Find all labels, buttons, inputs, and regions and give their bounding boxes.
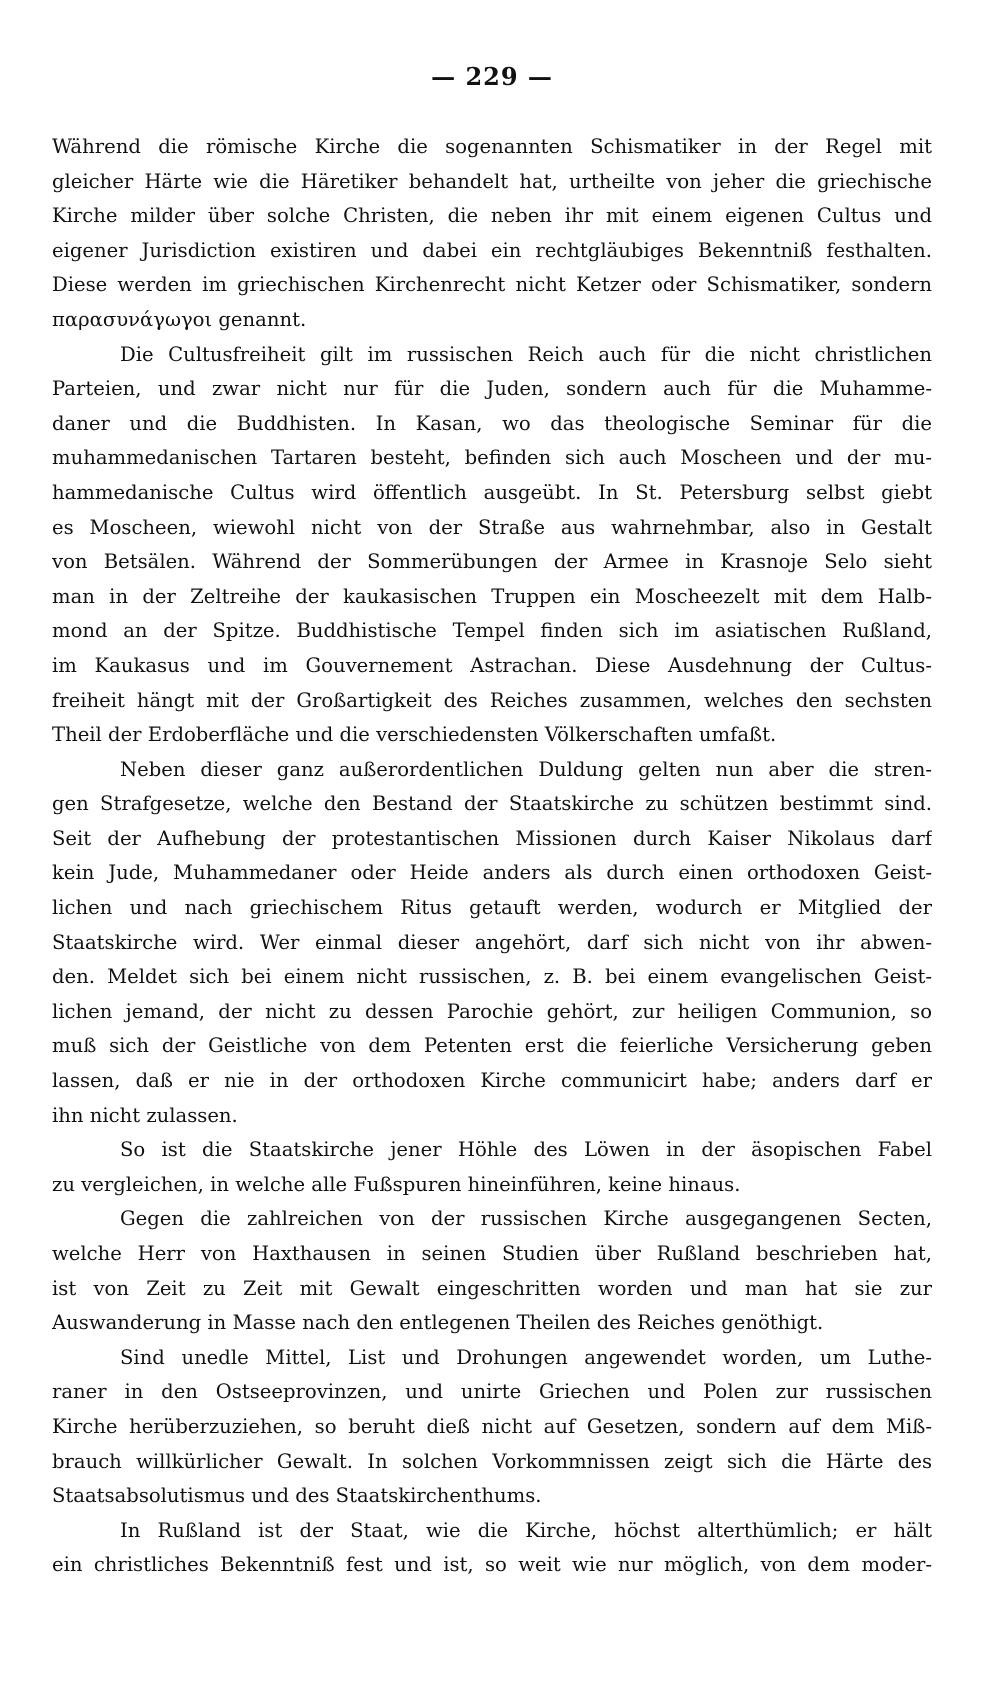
text-line: Während die römische Kirche die sogenannten Schismatiker in der Regel mit (52, 135, 932, 158)
paragraph (52, 1514, 932, 1583)
text-line: kein Jude, Muhammedaner oder Heide anders als durch einen orthodoxen Geist- (52, 861, 932, 885)
text-line: man in der Zeltreihe der kaukasischen Truppen ein Moscheezelt mit dem Halb- (52, 584, 932, 608)
text-line: Gegen die zahlreichen von der russischen Kirche ausgegangenen Secten, (120, 1207, 932, 1231)
text-line: παρασυνάγωγοι genannt. (52, 307, 307, 331)
text-line: lassen, daß er nie in der orthodoxen Kirche communicirt habe; anders darf er (52, 1069, 932, 1093)
text-line: muhammedanischen Tartaren besteht, befinden sich auch Moscheen und der mu- (52, 446, 932, 470)
text-line: lichen und nach griechischem Ritus getauft werden, wodurch er Mitglied der (52, 896, 932, 920)
book-page (52, 0, 932, 1684)
text-line: Die Cultusfreiheit gilt im russischen Reich auch für die nicht christlichen (120, 342, 932, 366)
text-line: In Rußland ist der Staat, wie die Kirche, höchst alterthümlich; er hält (120, 1518, 932, 1542)
text-line: welche Herr von Haxthausen in seinen Studien über Rußland beschrieben hat, (52, 1242, 932, 1265)
text-line: Seit der Aufhebung der protestantischen Missionen durch Kaiser Nikolaus darf (52, 826, 932, 850)
paragraph (52, 130, 932, 338)
text-line: es Moscheen, wiewohl nicht von der Straße aus wahrnehmbar, also in Gestalt (52, 515, 932, 539)
text-line: brauch willkürlicher Gewalt. In solchen Vorkommnissen zeigt sich die Härte des (52, 1449, 932, 1473)
text-line: Parteien, und zwar nicht nur für die Juden, sondern auch für die Muhamme- (52, 377, 932, 401)
text-line: Auswanderung in Masse nach den entlegenen Theilen des Reiches genöthigt. (52, 1311, 824, 1335)
page-number: — 229 — (431, 62, 553, 91)
paragraph (52, 338, 932, 753)
text-line: So ist die Staatskirche jener Höhle des Löwen in der äsopischen Fabel (120, 1138, 932, 1162)
text-line: Staatskirche wird. Wer einmal dieser angehört, darf sich nicht von ihr abwen- (52, 930, 932, 954)
paragraph (52, 1202, 932, 1340)
text-line: Sind unedle Mittel, List und Drohungen angewendet worden, um Luthe- (120, 1345, 932, 1369)
paragraph (52, 1341, 932, 1514)
text-line: mond an der Spitze. Buddhistische Tempel finden sich im asiatischen Rußland, (52, 619, 932, 643)
text-line: hammedanische Cultus wird öffentlich ausgeübt. In St. Petersburg selbst giebt (52, 480, 932, 504)
text-line: lichen jemand, der nicht zu dessen Parochie gehört, zur heiligen Communion, so (52, 999, 932, 1023)
text-line: eigener Jurisdiction existiren und dabei ein rechtgläubiges Bekenntniß festhalten. (52, 238, 932, 262)
text-line: Neben dieser ganz außerordentlichen Duldung gelten nun aber die stren- (120, 757, 932, 781)
text-line: daner und die Buddhisten. In Kasan, wo das theologische Seminar für die (52, 411, 932, 435)
paragraph (52, 753, 932, 1134)
text-line: Staatsabsolutismus und des Staatskirchenthums. (52, 1484, 542, 1508)
text-line: Kirche milder über solche Christen, die neben ihr mit einem eigenen Cultus und (52, 204, 932, 228)
text-line: gleicher Härte wie die Häretiker behandelt hat, urtheilte von jeher die griechische (52, 169, 932, 193)
body-text (52, 130, 932, 1583)
text-line: Kirche herüberzuziehen, so beruht dieß nicht auf Gesetzen, sondern auf dem Miß- (52, 1414, 932, 1438)
text-line: gen Strafgesetze, welche den Bestand der Staatskirche zu schützen bestimmt sind. (52, 792, 932, 816)
text-line: im Kaukasus und im Gouvernement Astrachan. Diese Ausdehnung der Cultus- (52, 653, 932, 677)
paragraph (52, 1133, 932, 1202)
text-line: freiheit hängt mit der Großartigkeit des Reiches zusammen, welches den sechsten (52, 688, 932, 712)
text-line: ist von Zeit zu Zeit mit Gewalt eingeschritten worden und man hat sie zur (52, 1276, 932, 1300)
text-line: ihn nicht zulassen. (52, 1103, 238, 1127)
text-line: Diese werden im griechischen Kirchenrecht nicht Ketzer oder Schismatiker, sondern (52, 273, 932, 297)
text-line: Theil der Erdoberfläche und die verschiedensten Völkerschaften umfaßt. (52, 723, 777, 747)
text-line: ein christliches Bekenntniß fest und ist, so weit wie nur möglich, von dem moder- (52, 1553, 932, 1577)
text-line: zu vergleichen, in welche alle Fußspuren hineinführen, keine hinaus. (52, 1172, 741, 1196)
text-line: raner in den Ostseeprovinzen, und unirte Griechen und Polen zur russischen (52, 1380, 932, 1404)
text-line: den. Meldet sich bei einem nicht russischen, z. B. bei einem evangelischen Geist- (52, 965, 932, 989)
text-line: von Betsälen. Während der Sommerübungen der Armee in Krasnoje Selo sieht (52, 550, 932, 574)
text-line: muß sich der Geistliche von dem Petenten erst die feierliche Versicherung geben (52, 1034, 932, 1058)
